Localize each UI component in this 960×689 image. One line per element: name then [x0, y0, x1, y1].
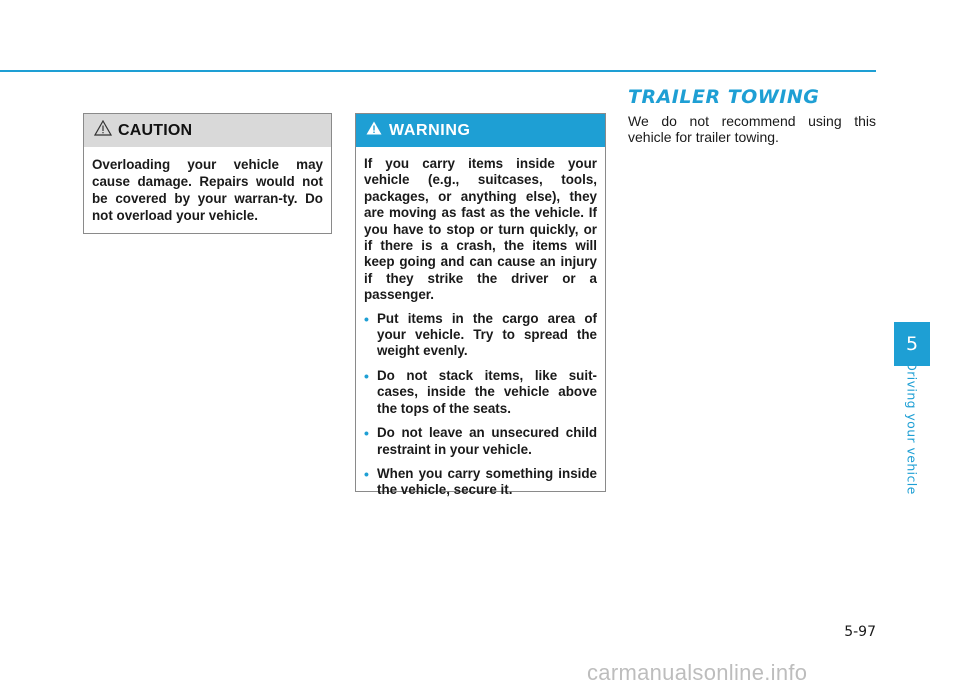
- bullet-dot-icon: •: [364, 367, 369, 384]
- section-title: TRAILER TOWING: [628, 86, 820, 108]
- warning-header: [356, 114, 605, 147]
- bullet-dot-icon: •: [364, 425, 369, 442]
- caution-text: Overloading your vehicle may cause damage. Repairs would not be covered by your warran-ty. Do not overload your vehicle.: [92, 157, 323, 223]
- page-number: 5-97: [844, 624, 876, 640]
- caution-box: [83, 113, 332, 234]
- warning-title: WARNING: [389, 121, 471, 139]
- warning-bullet: • Do not stack items, like suit-cases, inside the vehicle above the tops of the seats.: [364, 367, 597, 416]
- bullet-dot-icon: •: [364, 465, 369, 482]
- warning-triangle-icon: [366, 121, 382, 140]
- warning-bullet: • When you carry something inside the vehicle, secure it.: [364, 465, 597, 498]
- section-text: We do not recommend using this vehicle for trailer towing.: [628, 113, 876, 145]
- warning-intro: If you carry items inside your vehicle (e.g., suitcases, tools, packages, or anything else), they are moving as fast as the vehicle. If you have to stop or turn quickly, or if there is a crash, the items will keep going and can cause an injury if they strike the driver or a passenger.: [364, 156, 597, 303]
- warning-bullet-list: [364, 311, 597, 499]
- bullet-dot-icon: •: [364, 310, 369, 327]
- watermark: carmanualsonline.info: [587, 660, 808, 685]
- warning-box: [355, 113, 606, 498]
- top-rule: [0, 70, 876, 72]
- warning-bullet: • Put items in the cargo area of your vehicle. Try to spread the weight evenly.: [364, 310, 597, 359]
- chapter-number-tab[interactable]: 5: [894, 322, 930, 366]
- caution-title: CAUTION: [118, 121, 193, 139]
- warning-bullet: • Do not leave an unsecured child restraint in your vehicle.: [364, 425, 597, 457]
- caution-header: [84, 114, 331, 147]
- chapter-label: Driving your vehicle: [904, 361, 920, 495]
- warning-triangle-icon: [94, 120, 112, 141]
- warning-body: [356, 147, 605, 499]
